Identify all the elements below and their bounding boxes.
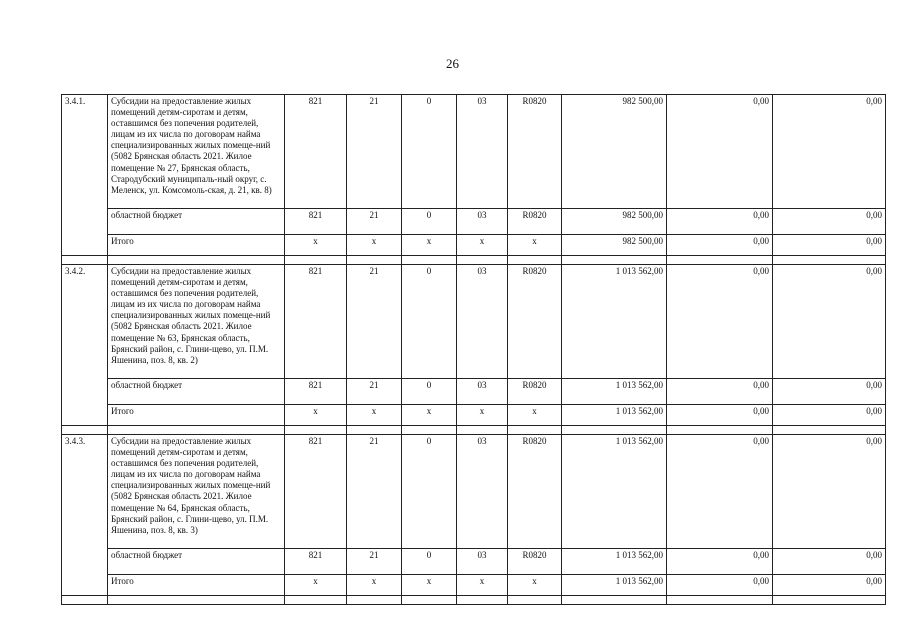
cell-code2: 21 [347,379,402,405]
cell-code4: 03 [457,209,508,235]
table-row [62,209,886,235]
cell-code3: x [402,235,457,256]
table-row [62,265,886,379]
cell-value2: 0,00 [667,95,773,209]
table-row [62,235,886,256]
cell-code2: x [347,405,402,426]
cell-value1: 982 500,00 [562,95,667,209]
cell-value3: 0,00 [773,575,886,596]
cell-code2: 21 [347,265,402,379]
cell-code4: x [457,235,508,256]
cell-code5: x [508,405,562,426]
cell-code2: x [347,575,402,596]
row-label: областной бюджет [108,379,285,405]
cell-value3: 0,00 [773,405,886,426]
cell-code1: 821 [285,435,347,549]
cell-code5: R0820 [508,95,562,209]
cell-code2: 21 [347,549,402,575]
cell-value1: 1 013 562,00 [562,435,667,549]
cell-value2: 0,00 [667,235,773,256]
cell-code3: 0 [402,379,457,405]
table-row [62,95,886,209]
cell-code2: 21 [347,435,402,549]
section-number: 3.4.2. [62,265,108,426]
cell-code3: 0 [402,549,457,575]
cell-value2: 0,00 [667,435,773,549]
cell-value2: 0,00 [667,209,773,235]
cell-code5: R0820 [508,549,562,575]
spacer-row [62,256,886,265]
cell-code3: x [402,405,457,426]
cell-value2: 0,00 [667,265,773,379]
cell-code4: 03 [457,95,508,209]
section-number: 3.4.3. [62,435,108,596]
cell-code1: 821 [285,379,347,405]
cell-code5: R0820 [508,379,562,405]
cell-code1: 821 [285,265,347,379]
cell-code4: 03 [457,435,508,549]
cell-code5: x [508,575,562,596]
cell-code1: x [285,405,347,426]
cell-value1: 1 013 562,00 [562,575,667,596]
cell-code1: x [285,235,347,256]
cell-code1: x [285,575,347,596]
cell-value3: 0,00 [773,235,886,256]
row-label: Итого [108,575,285,596]
section-description: Субсидии на предоставление жилых помещений детям-сиротам и детям, оставшимся без попечения родителей, лицам из их числа по договорам найма специализированных жилых помеще-ний (5082 Брянская область 2021. Жилое помещение № 27, Брянская область, Стародубский муниципаль-ный округ, с. Меленск, ул. Комсомоль-ская, д. 21, кв. 8) [108,95,285,209]
cell-code4: 03 [457,549,508,575]
cell-value3: 0,00 [773,95,886,209]
cell-code4: 03 [457,379,508,405]
cell-value1: 1 013 562,00 [562,549,667,575]
cell-code2: 21 [347,209,402,235]
cell-code5: R0820 [508,265,562,379]
cell-code3: 0 [402,95,457,209]
table-row [62,575,886,596]
cell-value1: 1 013 562,00 [562,265,667,379]
spacer-row [62,596,886,605]
cell-value2: 0,00 [667,549,773,575]
cell-value2: 0,00 [667,405,773,426]
cell-value2: 0,00 [667,575,773,596]
cell-value3: 0,00 [773,209,886,235]
cell-value3: 0,00 [773,435,886,549]
cell-value3: 0,00 [773,549,886,575]
cell-code5: R0820 [508,209,562,235]
table-row [62,435,886,549]
spacer-row [62,426,886,435]
cell-value1: 982 500,00 [562,235,667,256]
cell-value1: 982 500,00 [562,209,667,235]
cell-code3: x [402,575,457,596]
table-row [62,379,886,405]
cell-code2: x [347,235,402,256]
row-label: областной бюджет [108,549,285,575]
cell-value3: 0,00 [773,379,886,405]
cell-code2: 21 [347,95,402,209]
cell-code3: 0 [402,209,457,235]
table-row [62,405,886,426]
cell-code3: 0 [402,435,457,549]
cell-code1: 821 [285,549,347,575]
cell-code1: 821 [285,95,347,209]
row-label: Итого [108,235,285,256]
budget-table [61,94,886,605]
table-row [62,549,886,575]
cell-code4: x [457,575,508,596]
cell-value1: 1 013 562,00 [562,405,667,426]
row-label: Итого [108,405,285,426]
cell-value1: 1 013 562,00 [562,379,667,405]
cell-code3: 0 [402,265,457,379]
section-number: 3.4.1. [62,95,108,256]
cell-code4: 03 [457,265,508,379]
row-label: областной бюджет [108,209,285,235]
cell-code5: R0820 [508,435,562,549]
page-number: 26 [446,56,459,71]
cell-value3: 0,00 [773,265,886,379]
cell-code4: x [457,405,508,426]
section-description: Субсидии на предоставление жилых помещений детям-сиротам и детям, оставшимся без попечения родителей, лицам из их числа по договорам найма специализированных жилых помеще-ний (5082 Брянская область 2021. Жилое помещение № 63, Брянская область, Брянский район, с. Глини-щево, ул. П.М. Яшенина, поз. 8, кв. 2) [108,265,285,379]
cell-value2: 0,00 [667,379,773,405]
section-description: Субсидии на предоставление жилых помещений детям-сиротам и детям, оставшимся без попечения родителей, лицам из их числа по договорам найма специализированных жилых помеще-ний (5082 Брянская область 2021. Жилое помещение № 64, Брянская область, Брянский район, с. Глини-щево, ул. П.М. Яшенина, поз. 8, кв. 3) [108,435,285,549]
cell-code1: 821 [285,209,347,235]
cell-code5: x [508,235,562,256]
